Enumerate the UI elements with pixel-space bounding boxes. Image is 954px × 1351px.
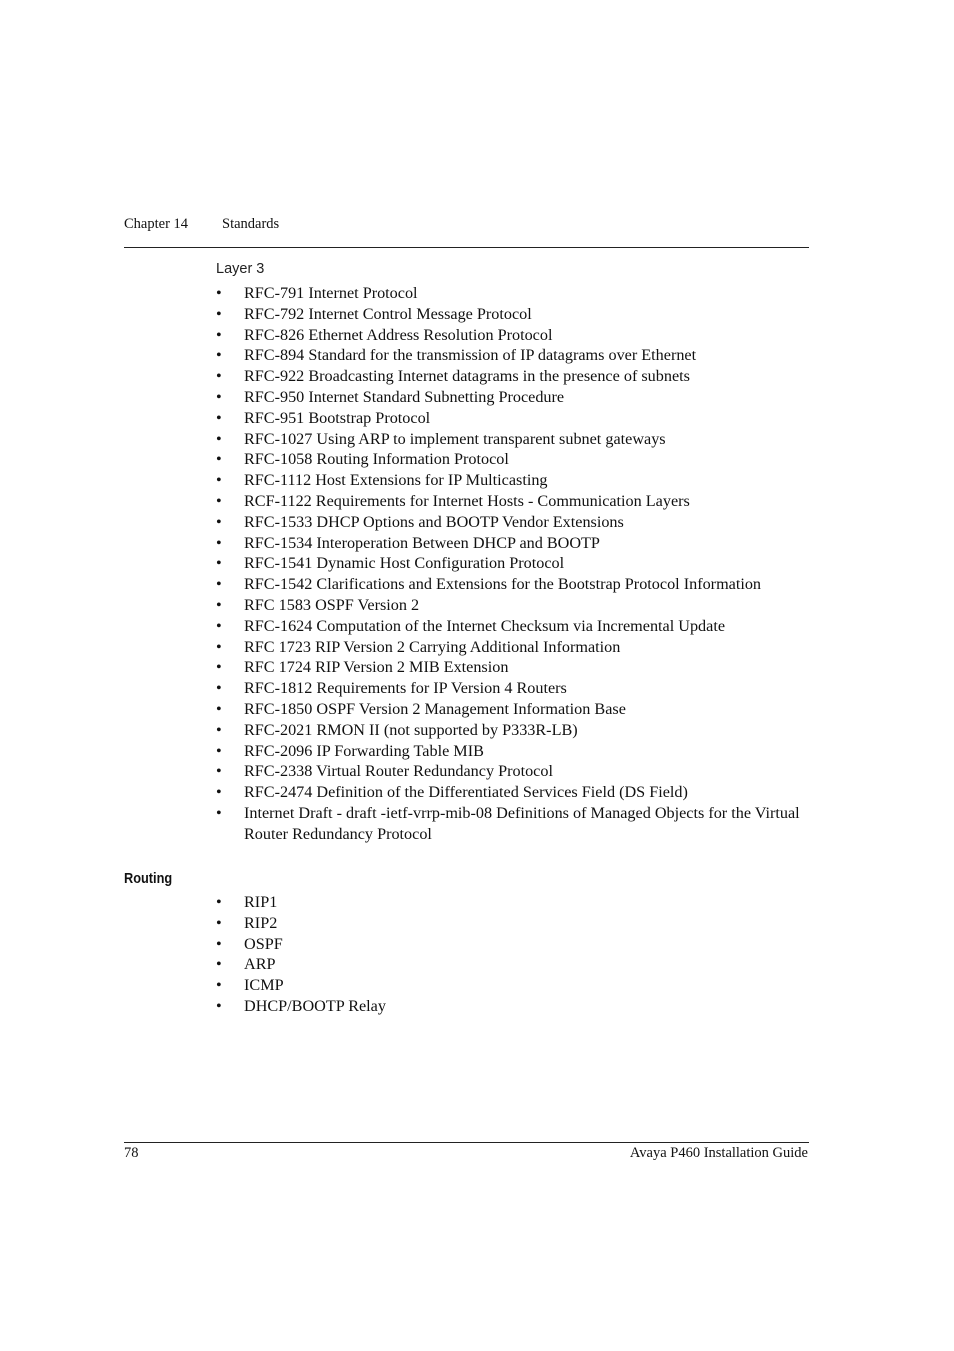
list-item-text: RFC-2474 Definition of the Differentiated Services Field (DS Field) [244,783,688,802]
bullet-icon: • [216,491,222,510]
bullet-icon: • [216,913,222,932]
list-item [216,283,816,304]
list-item [216,449,816,470]
bullet-icon: • [216,637,222,656]
list-item-text: RFC-2096 IP Forwarding Table MIB [244,741,484,760]
routing-list [216,892,816,1017]
bullet-icon: • [216,893,222,911]
list-item-text: RFC 1724 RIP Version 2 MIB Extension [244,658,509,677]
header-rule [124,247,809,248]
list-item [216,803,816,845]
list-item [216,678,816,699]
list-item-text: RFC 1583 OSPF Version 2 [244,595,420,614]
list-item [216,470,816,491]
bullet-icon: • [216,762,222,781]
footer-rule [124,1142,809,1143]
list-item [216,761,816,782]
list-item-text: ICMP [244,976,284,995]
bullet-icon: • [216,512,222,531]
list-item-text: RFC-922 Broadcasting Internet datagrams in the presence of subnets [244,367,690,386]
list-item-text: RFC-1027 Using ARP to implement transparent subnet gateways [244,429,666,448]
bullet-icon: • [216,955,222,974]
list-item-text: RFC-1812 Requirements for IP Version 4 Routers [244,679,567,698]
bullet-icon: • [216,533,222,552]
list-item [216,975,816,996]
bullet-icon: • [216,284,222,302]
bullet-icon: • [216,304,222,323]
list-item [216,616,816,637]
list-item-text: RFC-2021 RMON II (not supported by P333R-LB) [244,720,578,739]
routing-heading: Routing [124,871,173,887]
list-item-text: RFC-951 Bootstrap Protocol [244,408,431,427]
list-item-text: RFC-791 Internet Protocol [244,284,418,302]
bullet-icon: • [216,575,222,594]
chapter-label: Chapter 14 [124,216,189,232]
bullet-icon: • [216,387,222,406]
section-label: Standards [222,216,280,232]
list-item-text: RFC-826 Ethernet Address Resolution Protocol [244,325,553,344]
list-item [216,512,816,533]
list-item-text: RFC-1850 OSPF Version 2 Management Information Base [244,699,626,718]
list-item [216,595,816,616]
list-item [216,491,816,512]
list-item-text: RFC-1542 Clarifications and Extensions for the Bootstrap Protocol Information [244,575,762,594]
list-item-text: RFC-1533 DHCP Options and BOOTP Vendor Extensions [244,512,624,531]
bullet-icon: • [216,367,222,386]
list-item-text: RFC-1058 Routing Information Protocol [244,450,509,469]
list-item [216,574,816,595]
list-item [216,699,816,720]
bullet-icon: • [216,554,222,573]
list-item-text: RIP2 [244,913,278,932]
list-item-text: RIP1 [244,893,278,911]
list-item [216,657,816,678]
layer3-list [216,283,816,845]
list-item-text: RFC-1112 Host Extensions for IP Multicasting [244,471,548,490]
list-item [216,408,816,429]
list-item-text: RFC-894 Standard for the transmission of IP datagrams over Ethernet [244,346,697,365]
list-item [216,934,816,955]
bullet-icon: • [216,976,222,995]
list-item [216,553,816,574]
bullet-icon: • [216,783,222,802]
list-item [216,996,816,1017]
bullet-icon: • [216,934,222,953]
guide-title: Avaya P460 Installation Guide [629,1145,808,1161]
bullet-icon: • [216,595,222,614]
bullet-icon: • [216,699,222,718]
bullet-icon: • [216,450,222,469]
bullet-icon: • [216,429,222,448]
bullet-icon: • [216,471,222,490]
list-item [216,345,816,366]
list-item-text: RCF-1122 Requirements for Internet Hosts - Communication Layers [244,491,690,510]
list-item-text: RFC-1534 Interoperation Between DHCP and BOOTP [244,533,600,552]
list-item [216,637,816,658]
bullet-icon: • [216,408,222,427]
page-number: 78 [124,1145,139,1161]
list-item [216,892,816,913]
list-item-text: RFC-950 Internet Standard Subnetting Procedure [244,387,565,406]
bullet-icon: • [216,996,222,1015]
list-item-text: OSPF [244,934,283,953]
list-item-text: RFC-1624 Computation of the Internet Checksum via Incremental Update [244,616,726,635]
bullet-icon: • [216,616,222,635]
bullet-icon: • [216,741,222,760]
list-item [216,533,816,554]
list-item [216,913,816,934]
list-item-text: DHCP/BOOTP Relay [244,996,386,1015]
bullet-icon: • [216,346,222,365]
bullet-icon: • [216,803,222,822]
list-item-text: RFC-792 Internet Control Message Protocol [244,304,532,323]
list-item [216,325,816,346]
list-item-text: Internet Draft - draft -ietf-vrrp-mib-08 Definitions of Managed Objects for the Virtual Router Redundancy Protocol [244,803,800,843]
list-item [216,782,816,803]
list-item [216,387,816,408]
bullet-icon: • [216,720,222,739]
list-item [216,304,816,325]
layer3-heading: Layer 3 [216,261,265,277]
list-item [216,720,816,741]
list-item-text: RFC-2338 Virtual Router Redundancy Protocol [244,762,553,781]
list-item-text: RFC 1723 RIP Version 2 Carrying Additional Information [244,637,621,656]
list-item-text: RFC-1541 Dynamic Host Configuration Protocol [244,554,565,573]
list-item [216,429,816,450]
bullet-icon: • [216,658,222,677]
list-item [216,366,816,387]
list-item-text: ARP [244,955,276,974]
bullet-icon: • [216,679,222,698]
list-item [216,741,816,762]
list-item [216,954,816,975]
bullet-icon: • [216,325,222,344]
